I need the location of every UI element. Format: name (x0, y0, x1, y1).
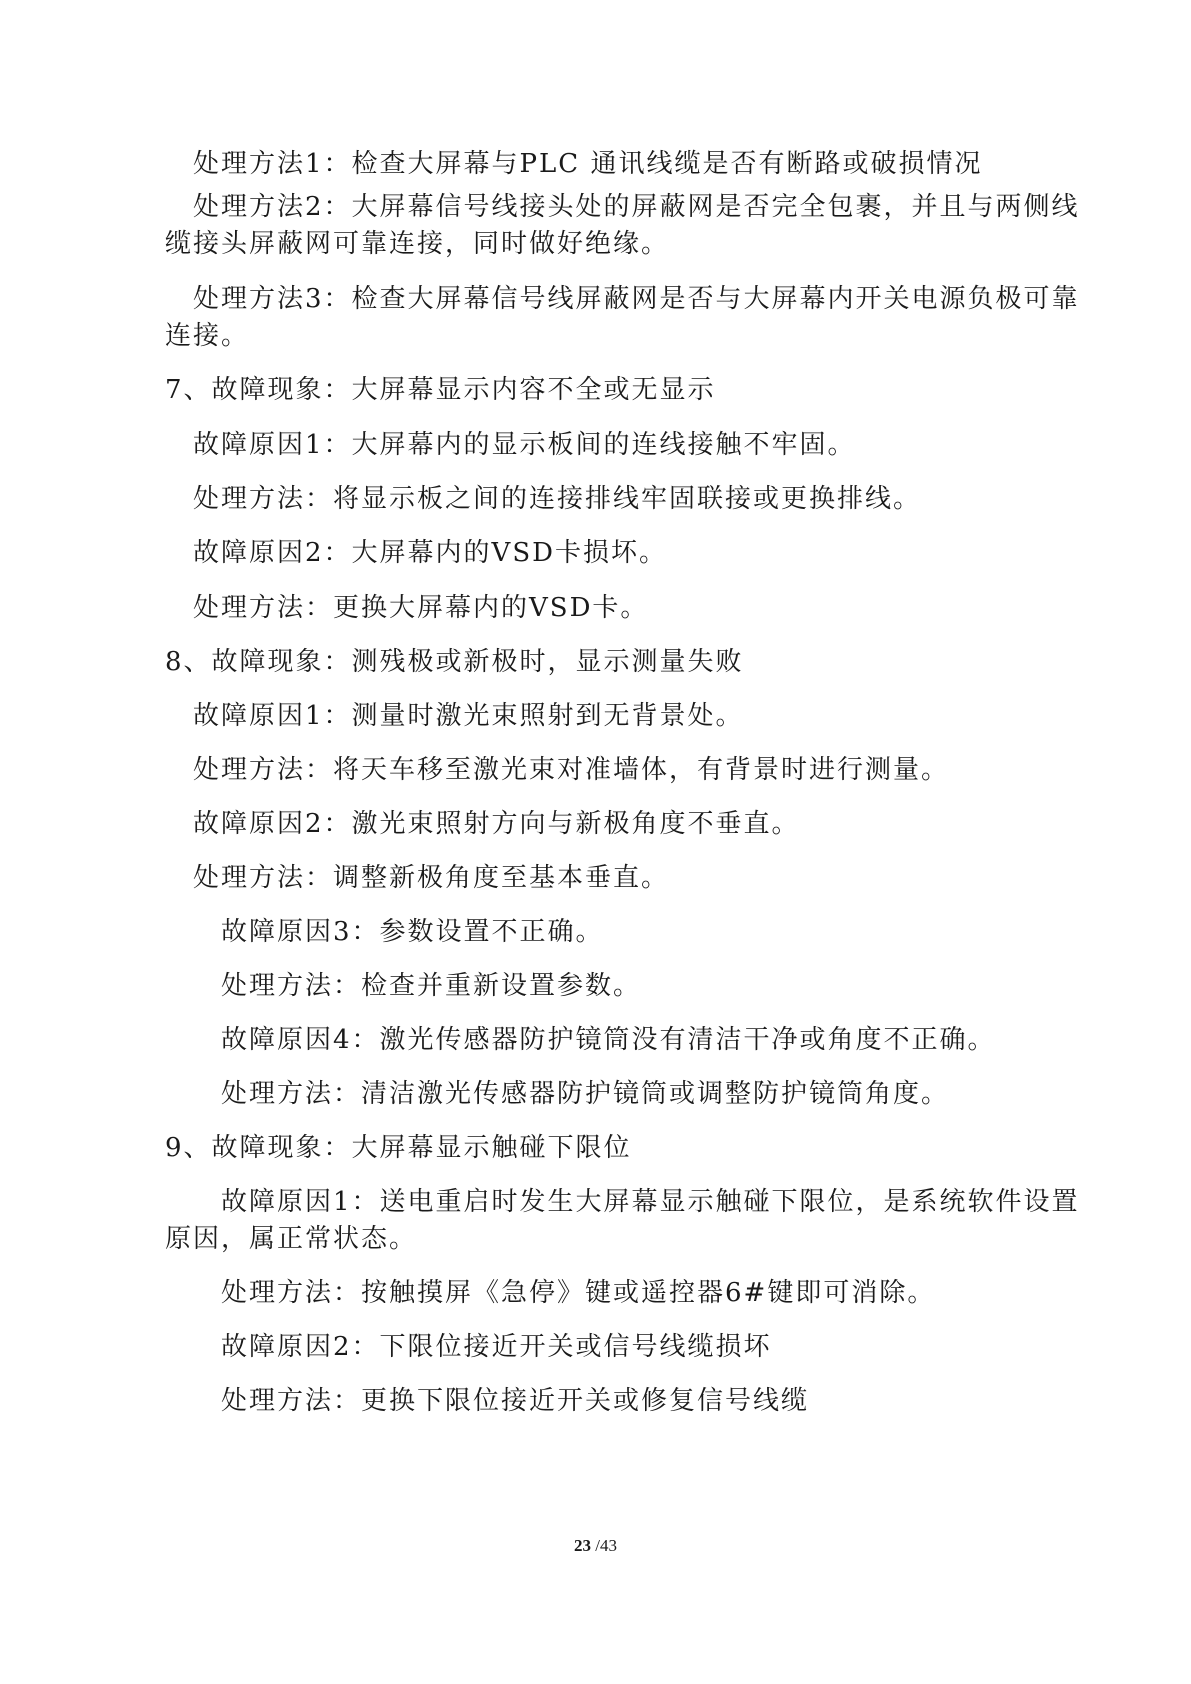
section-heading: 7、故障现象：大屏幕显示内容不全或无显示 (165, 375, 716, 405)
text-line: 处理方法3：检查大屏幕信号线屏蔽网是否与大屏幕内开关电源负极可靠 (193, 284, 1080, 314)
text-line: 处理方法：按触摸屏《急停》键或遥控器6#键即可消除。 (221, 1278, 936, 1308)
text-line: 处理方法：将显示板之间的连接排线牢固联接或更换排线。 (193, 484, 922, 514)
text-line: 处理方法2：大屏幕信号线接头处的屏蔽网是否完全包裹，并且与两侧线 (193, 192, 1080, 222)
text-line: 故障原因1：大屏幕内的显示板间的连线接触不牢固。 (193, 430, 856, 460)
text-line: 连接。 (165, 321, 250, 351)
text-line: 处理方法：更换下限位接近开关或修复信号线缆 (221, 1386, 810, 1416)
text-line: 处理方法：检查并重新设置参数。 (221, 971, 642, 1001)
text-line: 故障原因2：激光束照射方向与新极角度不垂直。 (193, 809, 800, 839)
text-line: 故障原因2：大屏幕内的VSD卡损坏。 (193, 538, 667, 568)
text-line: 处理方法：清洁激光传感器防护镜筒或调整防护镜筒角度。 (221, 1079, 950, 1109)
current-page-number: 23 (574, 1536, 591, 1555)
text-line: 处理方法：调整新极角度至基本垂直。 (193, 863, 670, 893)
text-line: 故障原因1：测量时激光束照射到无背景处。 (193, 701, 744, 731)
text-line: 处理方法1：检查大屏幕与PLC 通讯线缆是否有断路或破损情况 (193, 149, 983, 179)
text-line: 故障原因2：下限位接近开关或信号线缆损坏 (221, 1332, 772, 1362)
text-line: 故障原因4：激光传感器防护镜筒没有清洁干净或角度不正确。 (221, 1025, 996, 1055)
text-line: 故障原因1：送电重启时发生大屏幕显示触碰下限位，是系统软件设置 (221, 1187, 1080, 1217)
section-heading: 9、故障现象：大屏幕显示触碰下限位 (165, 1133, 632, 1163)
text-line: 处理方法：将天车移至激光束对准墙体，有背景时进行测量。 (193, 755, 950, 785)
text-line: 原因，属正常状态。 (165, 1224, 418, 1254)
text-line: 故障原因3：参数设置不正确。 (221, 917, 604, 947)
text-line: 缆接头屏蔽网可靠连接，同时做好绝缘。 (165, 229, 670, 259)
page-number (0, 1536, 1191, 1556)
total-pages: /43 (595, 1536, 617, 1555)
text-line: 处理方法：更换大屏幕内的VSD卡。 (193, 593, 649, 623)
section-heading: 8、故障现象：测残极或新极时，显示测量失败 (165, 647, 744, 677)
